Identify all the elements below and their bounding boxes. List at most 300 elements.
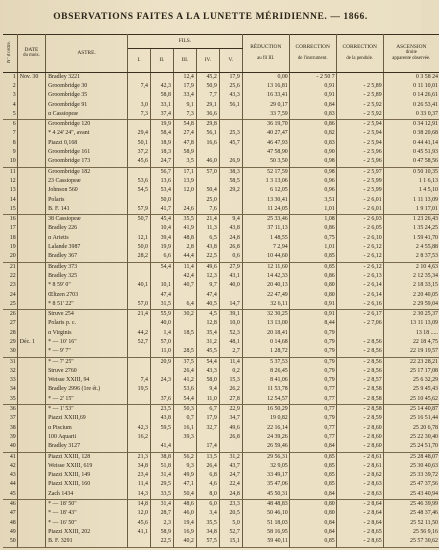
row-ascension: 25 48 37,46 xyxy=(410,510,438,517)
table-row xyxy=(3,205,439,215)
row-date xyxy=(17,196,45,205)
row-star-name: Piazzi XXIII, 160 xyxy=(46,481,128,490)
row-date xyxy=(17,424,45,433)
row-fil-2 xyxy=(150,367,173,376)
row-fil-1: 7,4 xyxy=(128,82,151,91)
table-row xyxy=(3,405,439,415)
row-fil-4: 7,7 xyxy=(196,92,219,101)
row-fil-3 xyxy=(173,338,196,347)
row-number: 5 xyxy=(3,110,17,120)
row-number: 31 xyxy=(3,357,17,367)
row-fil-1: 19,5 xyxy=(128,386,151,395)
row-reduction: 24 39,26 xyxy=(242,433,289,442)
row-star-name: Bradley 367 xyxy=(46,253,128,263)
row-fil-5: 43,3 xyxy=(219,92,242,101)
row-date xyxy=(17,528,45,537)
row-fil-5: 40,0 xyxy=(219,282,242,291)
table-row xyxy=(3,120,439,130)
row-date xyxy=(17,148,45,157)
row-fil-1: 45,6 xyxy=(128,158,151,168)
row-correction-instrument: 1,08 xyxy=(289,215,336,225)
row-reduction: 26 59,46 xyxy=(242,443,289,453)
row-star-name: α Arietis xyxy=(46,234,128,243)
row-star-name: * — 9' 7" xyxy=(46,348,128,358)
row-correction-instrument: 0,79 xyxy=(289,348,336,358)
row-star-name: Piazzi 0,168 xyxy=(46,139,128,148)
row-fil-2: 19,9 xyxy=(150,120,173,130)
row-fil-1: 14,8 xyxy=(128,500,151,510)
row-fil-5: 25,6 xyxy=(219,82,242,91)
row-fil-1: 52,7 xyxy=(128,338,151,347)
row-ascension: 25 57 30,62 xyxy=(410,538,438,545)
row-fil-4: 12,8 xyxy=(196,320,219,329)
row-number: 49 xyxy=(3,528,17,537)
row-correction-pendule: - 2 6,12 xyxy=(336,253,383,263)
row-fil-5: 34,7 xyxy=(219,415,242,424)
row-correction-pendule: - 2 8,58 xyxy=(336,405,383,415)
row-ascension: 25 30 40,63 xyxy=(410,462,438,469)
row-fil-4: 34,8 xyxy=(196,528,219,537)
table-row xyxy=(3,158,439,168)
row-date xyxy=(17,367,45,376)
row-number: 8 xyxy=(3,139,17,148)
row-number: 6 xyxy=(3,120,17,130)
row-reduction: 0,00 xyxy=(242,73,289,83)
row-fil-4: 7,6 xyxy=(196,205,219,215)
row-number: 9 xyxy=(3,148,17,157)
row-fil-3: 47,8 xyxy=(173,139,196,148)
row-correction-instrument: 0,83 xyxy=(289,139,336,148)
row-date xyxy=(17,167,45,177)
row-fil-2: 59,5 xyxy=(150,424,173,433)
row-correction-instrument: 0,79 xyxy=(289,377,336,386)
row-star-name: Piazzi XXIII, 149 xyxy=(46,471,128,480)
row-fil-3: 30,2 xyxy=(173,310,196,320)
row-fil-3: 35,5 xyxy=(173,215,196,225)
row-correction-instrument: 0,80 xyxy=(289,291,336,300)
table-row xyxy=(3,282,439,291)
row-fil-1: 50,1 xyxy=(128,139,151,148)
row-number: 43 xyxy=(3,471,17,480)
row-correction-pendule xyxy=(336,73,383,83)
table-row xyxy=(3,291,439,300)
row-fil-5 xyxy=(219,148,242,157)
row-fil-3: 13,9 xyxy=(173,177,196,186)
row-date xyxy=(17,187,45,196)
row-fil-4: 57,5 xyxy=(196,538,219,548)
row-fil-5: 56,1 xyxy=(219,101,242,110)
row-fil-5: 52,3 xyxy=(219,329,242,338)
row-fil-2: 31,5 xyxy=(150,300,173,310)
row-fil-5: 15,1 xyxy=(219,538,242,548)
row-correction-instrument: 1,01 xyxy=(289,243,336,252)
row-fil-4: 32,7 xyxy=(196,424,219,433)
row-number: 21 xyxy=(3,262,17,272)
row-ascension: 2 4 55,88 xyxy=(415,244,438,251)
row-number: 50 xyxy=(3,538,17,548)
row-reduction: 45 50,31 xyxy=(242,490,289,500)
row-date xyxy=(17,225,45,234)
row-fil-5: 26,2 xyxy=(219,386,242,395)
row-correction-instrument: 0,79 xyxy=(289,329,336,338)
row-fil-2: 51,8 xyxy=(150,462,173,471)
row-star-name: * 8 51' 22" xyxy=(46,300,128,310)
row-fil-1: 53,6 xyxy=(128,177,151,186)
row-correction-pendule: - 2 8,58 xyxy=(336,395,383,405)
row-star-name: * — 18' 43" xyxy=(46,510,128,519)
row-fil-1: 41,1 xyxy=(128,528,151,537)
row-date xyxy=(17,82,45,91)
row-correction-instrument: 0,84 xyxy=(289,490,336,500)
row-ascension: 22 23 28,21 xyxy=(410,358,438,365)
row-number: 20 xyxy=(3,253,17,263)
row-star-name: * — 10' 16" xyxy=(46,338,128,347)
row-correction-pendule: - 2 6,12 xyxy=(336,243,383,252)
row-number: 15 xyxy=(3,205,17,215)
row-reduction: 1 28,72 xyxy=(242,348,289,358)
table-row xyxy=(3,348,439,358)
row-fil-2: 37,6 xyxy=(150,395,173,405)
row-star-name: Weisse XXIII, 619 xyxy=(46,462,128,471)
row-fil-2: 56,7 xyxy=(150,167,173,177)
row-ascension: 25 56 9,16 xyxy=(412,528,438,535)
row-correction-instrument: 0,85 xyxy=(289,262,336,272)
row-fil-3: 9,1 xyxy=(173,101,196,110)
row-fil-4: 4,5 xyxy=(196,310,219,320)
header-date: DATE du mois. xyxy=(17,35,45,73)
table-row xyxy=(3,187,439,196)
row-correction-instrument: 0,96 xyxy=(289,177,336,186)
header-correction-pendule: CORRECTION de la pendule. xyxy=(336,35,383,73)
row-fil-3: 16,1 xyxy=(173,424,196,433)
table-row xyxy=(3,377,439,386)
row-number: 18 xyxy=(3,234,17,243)
row-ascension: 25 28 48,07 xyxy=(410,453,438,460)
row-fil-2: 33,1 xyxy=(150,101,173,110)
row-number: 27 xyxy=(3,320,17,329)
row-fil-3: 11,4 xyxy=(173,262,196,272)
row-star-name: Piazzi XXIII, 202 xyxy=(46,528,128,537)
table-row xyxy=(3,415,439,424)
row-ascension: 0 45 51,93 xyxy=(412,149,438,156)
row-fil-3: 17,9 xyxy=(173,82,196,91)
row-correction-pendule: - 2 8,64 xyxy=(336,500,383,510)
row-fil-2 xyxy=(150,386,173,395)
row-reduction: 16 33,41 xyxy=(242,92,289,101)
row-fil-3 xyxy=(173,291,196,300)
row-fil-3: 37,5 xyxy=(173,357,196,367)
row-fil-2: 54,4 xyxy=(150,262,173,272)
row-star-name: B. F. 3291 xyxy=(46,538,128,548)
header-fil-3: III. xyxy=(173,49,196,73)
row-ascension: 0 47 58,56 xyxy=(412,158,438,165)
table-row xyxy=(3,471,439,480)
row-fil-5: 22,9 xyxy=(219,405,242,415)
row-date xyxy=(17,519,45,528)
row-date xyxy=(17,538,45,548)
table-row xyxy=(3,386,439,395)
row-fil-2: 42,3 xyxy=(150,82,173,91)
row-fil-5: 26,9 xyxy=(219,158,242,168)
row-fil-4: 22,5 xyxy=(196,253,219,263)
row-fil-2: 58,8 xyxy=(150,92,173,101)
row-fil-2: 58,4 xyxy=(150,130,173,139)
row-number: 24 xyxy=(3,291,17,300)
row-fil-2 xyxy=(150,433,173,442)
row-fil-4 xyxy=(196,433,219,442)
row-number: 4 xyxy=(3,101,17,110)
row-date xyxy=(17,110,45,120)
row-correction-pendule: - 2 6,03 xyxy=(336,215,383,225)
row-correction-pendule: - 2 8,60 xyxy=(336,424,383,433)
row-fil-4: 26,4 xyxy=(196,462,219,471)
row-fil-3: 26,4 xyxy=(173,367,196,376)
row-reduction: 11 24,05 xyxy=(242,205,289,215)
row-fil-2: 31,4 xyxy=(150,500,173,510)
row-fil-1: 21,4 xyxy=(128,310,151,320)
row-fil-2: 50,0 xyxy=(150,196,173,205)
row-fil-2 xyxy=(150,73,173,83)
row-fil-2: 19,9 xyxy=(150,243,173,252)
row-fil-4: 29,8 xyxy=(196,120,219,130)
row-fil-1: 16,2 xyxy=(128,433,151,442)
row-fil-5: 43,8 xyxy=(219,225,242,234)
row-correction-pendule: - 2 6,14 xyxy=(336,282,383,291)
table-row xyxy=(3,424,439,433)
row-reduction: 14 42,33 xyxy=(242,272,289,281)
table-row xyxy=(3,357,439,367)
table-row xyxy=(3,262,439,272)
row-fil-1: 7,4 xyxy=(128,377,151,386)
row-fil-5: 43,7 xyxy=(219,462,242,471)
row-star-name: 100 Aquarii xyxy=(46,433,128,442)
row-fil-4: 12,3 xyxy=(196,272,219,281)
row-number: 30 xyxy=(3,348,17,358)
row-date xyxy=(17,481,45,490)
row-correction-pendule: - 2 8,57 xyxy=(336,377,383,386)
row-star-name: Lalande 3987 xyxy=(46,243,128,252)
row-reduction: 12 54,57 xyxy=(242,395,289,405)
row-ascension: 1 4 5,10 xyxy=(418,187,438,194)
row-ascension: 0 33 0,37 xyxy=(415,110,438,117)
row-star-name: Groombridge 182 xyxy=(46,167,128,177)
row-fil-1: 28,2 xyxy=(128,253,151,263)
row-date xyxy=(17,243,45,252)
row-fil-1: 57,0 xyxy=(128,300,151,310)
row-fil-3: 39,3 xyxy=(173,433,196,442)
row-ascension: 2 10 4,63 xyxy=(415,263,438,270)
row-fil-1: 34,8 xyxy=(128,462,151,471)
row-date xyxy=(17,395,45,405)
row-ascension: 25 52 11,50 xyxy=(410,519,438,526)
row-fil-5: 0,6 xyxy=(219,253,242,263)
table-row xyxy=(3,130,439,139)
row-fil-1: 12,0 xyxy=(128,510,151,519)
row-correction-pendule: - 2 6,01 xyxy=(336,196,383,205)
row-fil-4: 36,6 xyxy=(196,110,219,120)
row-correction-pendule: - 2 6,05 xyxy=(336,225,383,234)
row-star-name: B. F. 141 xyxy=(46,205,128,215)
row-ascension: 1 59 41,70 xyxy=(412,234,438,241)
row-reduction: 32 30,25 xyxy=(242,310,289,320)
row-reduction: 29 0,17 xyxy=(242,101,289,110)
row-star-name: Bradley 373 xyxy=(46,262,128,272)
row-date xyxy=(17,510,45,519)
row-ascension: 0 34 12,91 xyxy=(412,121,438,128)
row-fil-1 xyxy=(128,92,151,101)
row-fil-2: 38,8 xyxy=(150,452,173,462)
row-star-name: Zach 1434 xyxy=(46,490,128,500)
row-fil-5: 45,7 xyxy=(219,139,242,148)
row-correction-instrument: 0,80 xyxy=(289,500,336,510)
row-fil-4: 6,8 xyxy=(196,471,219,480)
table-row xyxy=(3,367,439,376)
row-ascension: 25 14 40,87 xyxy=(410,406,438,413)
row-date xyxy=(17,377,45,386)
row-fil-4: 6,5 xyxy=(196,234,219,243)
row-date xyxy=(17,158,45,168)
row-correction-instrument: 0,83 xyxy=(289,110,336,120)
table-row xyxy=(3,443,439,453)
row-fil-3: 17,1 xyxy=(173,167,196,177)
table-header xyxy=(3,35,439,73)
row-fil-1: 44,2 xyxy=(128,329,151,338)
header-fil-1: I. xyxy=(128,49,151,73)
row-ascension: 25 6 32,29 xyxy=(412,377,438,384)
row-fil-1 xyxy=(128,73,151,83)
row-correction-instrument: 0,84 xyxy=(289,519,336,528)
row-fil-1: 3,0 xyxy=(128,101,151,110)
row-reduction: 13 16,81 xyxy=(242,82,289,91)
row-fil-4: 40,5 xyxy=(196,300,219,310)
row-fil-4: 57,0 xyxy=(196,167,219,177)
table-row xyxy=(3,272,439,281)
table-row xyxy=(3,92,439,101)
row-reduction: 36 19,70 xyxy=(242,120,289,130)
row-fil-1: 7,3 xyxy=(128,110,151,120)
row-number: 45 xyxy=(3,490,17,500)
row-fil-3: 3,5 xyxy=(173,158,196,168)
row-date xyxy=(17,120,45,130)
row-number: 28 xyxy=(3,329,17,338)
row-reduction: 7 2,94 xyxy=(242,243,289,252)
row-reduction: 8 26,45 xyxy=(242,367,289,376)
row-star-name: * 4 24' 24", avant xyxy=(46,130,128,139)
row-reduction: 0 14,68 xyxy=(242,338,289,347)
row-correction-instrument: 0,90 xyxy=(289,148,336,157)
row-fil-3: 40,7 xyxy=(173,282,196,291)
row-ascension: 13 18 ..... xyxy=(415,329,438,336)
row-fil-3: 7,3 xyxy=(173,110,196,120)
row-correction-instrument: 0,91 xyxy=(289,92,336,101)
row-fil-5 xyxy=(219,443,242,453)
row-fil-1: 40,1 xyxy=(128,282,151,291)
table-row xyxy=(3,101,439,110)
row-fil-5: 2,7 xyxy=(219,348,242,358)
row-number: 13 xyxy=(3,187,17,196)
row-fil-4: 11,0 xyxy=(196,395,219,405)
row-number: 41 xyxy=(3,452,17,462)
row-ascension: 2 20 40,05 xyxy=(412,291,438,298)
row-fil-3: 41,9 xyxy=(173,225,196,234)
row-fil-4: 17,9 xyxy=(196,415,219,424)
row-correction-instrument: 0,85 xyxy=(289,538,336,548)
row-correction-pendule: - 2 8,58 xyxy=(336,386,383,395)
row-number: 47 xyxy=(3,510,17,519)
row-fil-3: 50,3 xyxy=(173,405,196,415)
header-fils: FILS. xyxy=(128,35,243,49)
row-ascension: 25 9 45,43 xyxy=(412,386,438,393)
row-fil-3: 48,8 xyxy=(173,234,196,243)
row-fil-4: 35,4 xyxy=(196,329,219,338)
row-star-name: Groombridge 91 xyxy=(46,101,128,110)
row-reduction: 46 47,93 xyxy=(242,139,289,148)
row-date xyxy=(17,262,45,272)
row-star-name: Bradley 226 xyxy=(46,225,128,234)
row-correction-pendule: - 2 8,56 xyxy=(336,348,383,358)
row-fil-1 xyxy=(128,320,151,329)
row-star-name: Groombridge 173 xyxy=(46,158,128,168)
table-row xyxy=(3,500,439,510)
row-correction-pendule: - 2 8,60 xyxy=(336,443,383,453)
row-fil-4: 47,4 xyxy=(196,291,219,300)
row-correction-instrument: 0,85 xyxy=(289,481,336,490)
row-fil-1: 11,4 xyxy=(128,481,151,490)
row-fil-5 xyxy=(219,291,242,300)
row-ascension: 25 33 39,72 xyxy=(410,472,438,479)
row-fil-5 xyxy=(219,110,242,120)
row-number: 11 xyxy=(3,167,17,177)
row-number: 37 xyxy=(3,415,17,424)
row-date: Nov. 30 xyxy=(17,73,45,83)
row-correction-instrument: 0,86 xyxy=(289,272,336,281)
row-date xyxy=(17,490,45,500)
row-fil-1 xyxy=(128,262,151,272)
row-number: 46 xyxy=(3,500,17,510)
row-reduction: 13 30,41 xyxy=(242,196,289,205)
row-number: 44 xyxy=(3,481,17,490)
row-correction-instrument: 0,79 xyxy=(289,415,336,424)
row-correction-instrument: 0,98 xyxy=(289,167,336,177)
row-date xyxy=(17,357,45,367)
row-reduction: 1 48,55 xyxy=(242,234,289,243)
row-ascension: 1 11 13,09 xyxy=(413,196,438,203)
row-correction-instrument: 0,82 xyxy=(289,130,336,139)
row-fil-5: 26,8 xyxy=(219,243,242,252)
row-fil-1: 50,7 xyxy=(128,215,151,225)
header-fil-5: V. xyxy=(219,49,242,73)
row-fil-1: 45,6 xyxy=(128,519,151,528)
row-ascension: 0 50 10,35 xyxy=(412,168,438,175)
row-fil-5 xyxy=(219,120,242,130)
row-fil-2: 41,7 xyxy=(150,205,173,215)
row-correction-instrument: 8,44 xyxy=(289,320,336,329)
row-fil-1 xyxy=(128,538,151,548)
row-ascension: 22 18 4,75 xyxy=(412,339,438,345)
row-date xyxy=(17,320,45,329)
row-fil-4 xyxy=(196,148,219,157)
row-date xyxy=(17,405,45,415)
row-fil-4: 21,4 xyxy=(196,215,219,225)
header-fil-4: IV. xyxy=(196,49,219,73)
row-fil-3: 12,4 xyxy=(173,73,196,83)
row-ascension: 0 38 20,68 xyxy=(412,130,438,137)
row-correction-pendule: - 2 5,96 xyxy=(336,158,383,168)
row-star-name: Groombridge 35 xyxy=(46,92,128,101)
row-correction-instrument: 0,79 xyxy=(289,338,336,347)
page-title: OBSERVATIONS FAITES A LA LUNETTE MÉRIDIENNE. — 1866. xyxy=(53,12,368,22)
header-ascension: ASCENSION droite apparente observée. xyxy=(383,35,439,73)
